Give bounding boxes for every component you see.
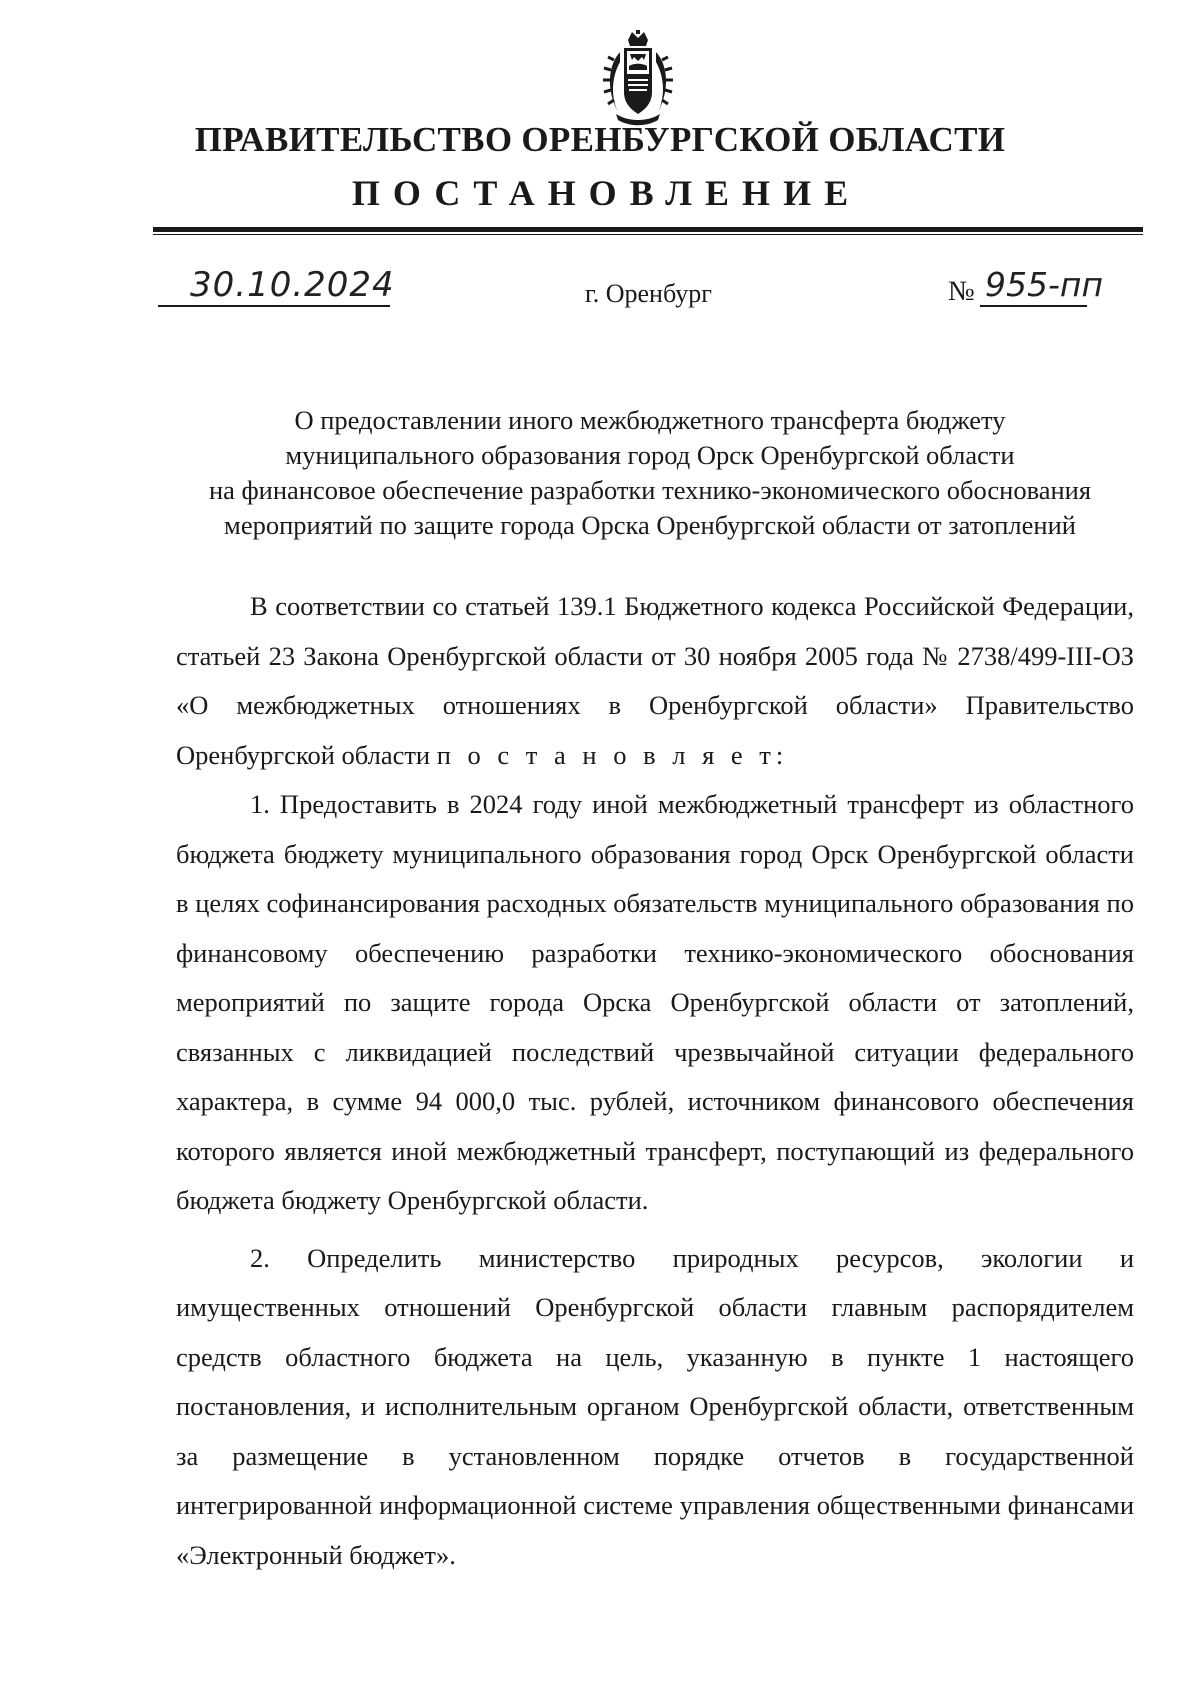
preamble-paragraph — [176, 582, 1134, 780]
header-divider-thick — [153, 227, 1143, 232]
header-divider-thin — [153, 234, 1143, 235]
document-city: г. Оренбург — [585, 279, 712, 308]
government-title: ПРАВИТЕЛЬСТВО ОРЕНБУРГСКОЙ ОБЛАСТИ — [194, 120, 1006, 159]
subject-line: мероприятий по защите города Орска Оренбургской области от затоплений — [224, 510, 1076, 540]
document-number-label: № — [948, 276, 975, 307]
coat-of-arms-emblem — [598, 30, 678, 130]
preamble-text: В соответствии со статьей 139.1 Бюджетного кодекса Российской Федерации, статьей 23 Закона Оренбургской области от 30 ноября 2005 года № 2738/499-III-ОЗ «О межбюджетных отношениях в Оренбургской области» Правительство Оренбургской области — [176, 591, 1134, 770]
resolves-word: п о с т а н о в л я е т: — [436, 739, 789, 770]
document-subject — [150, 403, 1150, 543]
subject-line: на финансовое обеспечение разработки технико-экономического обоснования — [208, 475, 1092, 505]
subject-line: муниципального образования город Орск Оренбургской области — [285, 440, 1015, 470]
document-number: 955-пп — [985, 265, 1104, 304]
document-type-title: ПОСТАНОВЛЕНИЕ — [351, 173, 862, 213]
subject-line: О предоставлении иного межбюджетного трансферта бюджету — [294, 405, 1006, 435]
item-paragraph-1: 1. Предоставить в 2024 году иной межбюджетный трансферт из областного бюджета бюджету муниципального образования город Орск Оренбургской области в целях софинансирования расходных обязательств муниципального образования по финансовому обеспечению разработки технико-экономического обоснования мероприятий по защите города Орска Оренбургской области от затоплений, связанных с ликвидацией последствий чрезвычайной ситуации федерального характера, в сумме 94 000,0 тыс. рублей, источником финансового обеспечения которого является иной межбюджетный трансферт, поступающий из федерального бюджета бюджету Оренбургской области. — [176, 789, 1134, 1215]
date-underline — [158, 305, 390, 307]
document-body — [176, 582, 1134, 1580]
item-paragraph-2: 2. Определить министерство природных ресурсов, экологии и имущественных отношений Оренбургской области главным распорядителем средств областного бюджета на цель, указанную в пункте 1 настоящего постановления, и исполнительным органом Оренбургской области, ответственным за размещение в установленном порядке отчетов в государственной интегрированной информационной системе управления общественными финансами «Электронный бюджет». — [176, 1242, 1134, 1570]
document-date: 30.10.2024 — [190, 265, 395, 305]
number-underline — [980, 305, 1087, 307]
